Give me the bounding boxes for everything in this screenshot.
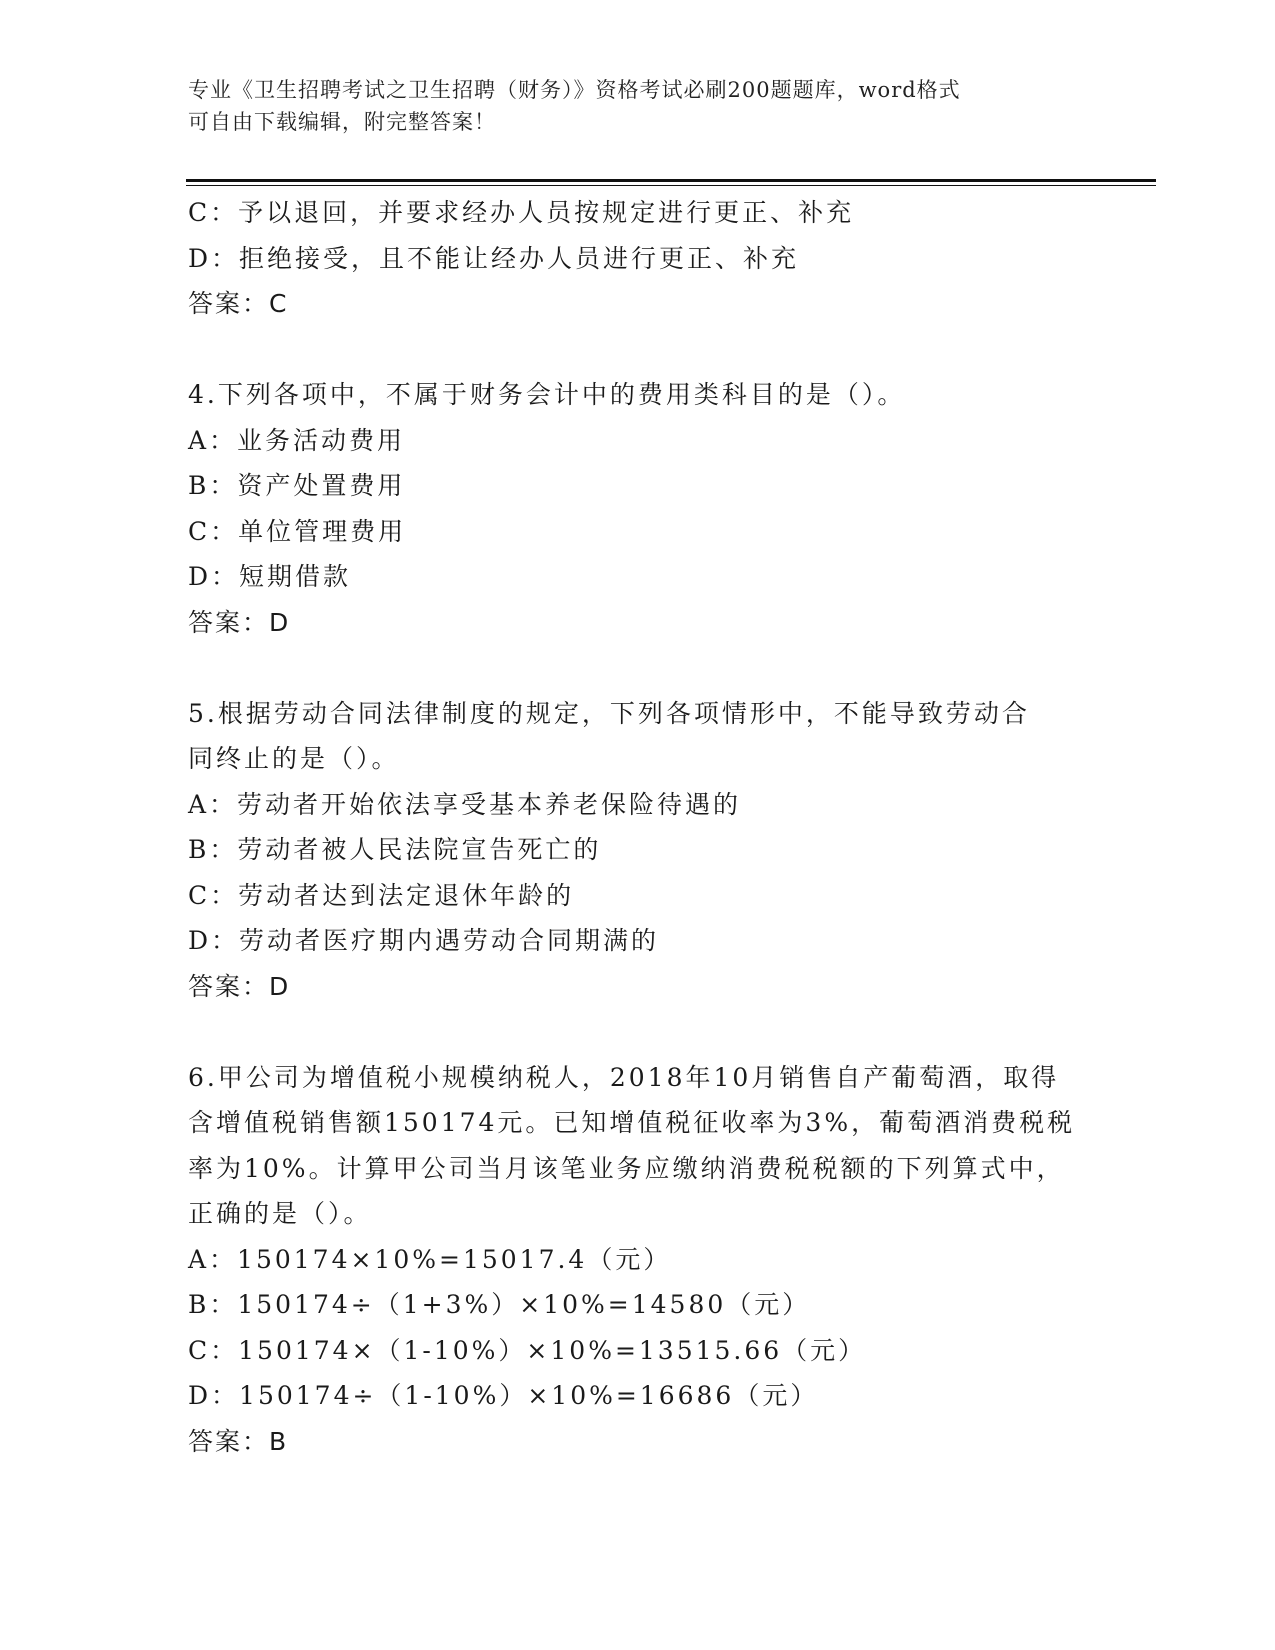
header-rule-thin: [186, 185, 1156, 186]
answer: 答案：C: [188, 289, 289, 318]
option-b: B：资产处置费用: [188, 471, 406, 500]
option-d: D：拒绝接受，且不能让经办人员进行更正、补充: [188, 243, 800, 273]
question-text: 正确的是（）。: [188, 1199, 372, 1228]
option-b: B：劳动者被人民法院宣告死亡的: [188, 835, 602, 864]
header-rule-thick: [186, 179, 1156, 182]
answer: 答案：D: [188, 971, 291, 1001]
option-c: C：予以退回，并要求经办人员按规定进行更正、补充: [188, 198, 855, 227]
option-d: D：劳动者医疗期内遇劳动合同期满的: [188, 926, 660, 955]
header-line-2: 可自由下载编辑，附完整答案！: [188, 110, 496, 134]
option-a: A：150174×10%=15017.4（元）: [188, 1244, 672, 1274]
option-d: D：短期借款: [188, 562, 352, 591]
document-header: [188, 74, 1088, 138]
question-text: 4.下列各项中，不属于财务会计中的费用类科目的是（）。: [188, 380, 906, 409]
document-body: [188, 190, 1088, 1464]
answer: 答案：B: [188, 1426, 289, 1456]
question-4: [188, 372, 1088, 645]
spacer: [188, 1009, 1088, 1055]
question-text: 含增值税销售额150174元。已知增值税征收率为3%，葡萄酒消费税税: [188, 1108, 1076, 1137]
option-b: B：150174÷（1+3%）×10%=14580（元）: [188, 1290, 811, 1319]
question-text: 同终止的是（）。: [188, 744, 400, 773]
option-d: D：150174÷（1-10%）×10%=16686（元）: [188, 1381, 819, 1410]
question-text: 率为10%。计算甲公司当月该笔业务应缴纳消费税税额的下列算式中，: [188, 1153, 1065, 1183]
question-text: 6.甲公司为增值税小规模纳税人，2018年10月销售自产葡萄酒，取得: [188, 1062, 1060, 1092]
option-a: A：业务活动费用: [188, 425, 406, 455]
spacer: [188, 327, 1088, 373]
option-c: C：150174×（1-10%）×10%=13515.66（元）: [188, 1335, 867, 1365]
spacer: [188, 645, 1088, 691]
continued-question: [188, 190, 1088, 327]
question-5: [188, 691, 1088, 1010]
option-c: C：劳动者达到法定退休年龄的: [188, 880, 575, 910]
answer: 答案：D: [188, 607, 291, 637]
option-c: C：单位管理费用: [188, 516, 407, 546]
header-line-1: 专业《卫生招聘考试之卫生招聘（财务）》资格考试必刷200题题库，word格式: [188, 78, 961, 102]
question-6: [188, 1055, 1088, 1465]
question-text: 5.根据劳动合同法律制度的规定，下列各项情形中，不能导致劳动合: [188, 698, 1030, 728]
option-a: A：劳动者开始依法享受基本养老保险待遇的: [188, 789, 742, 819]
